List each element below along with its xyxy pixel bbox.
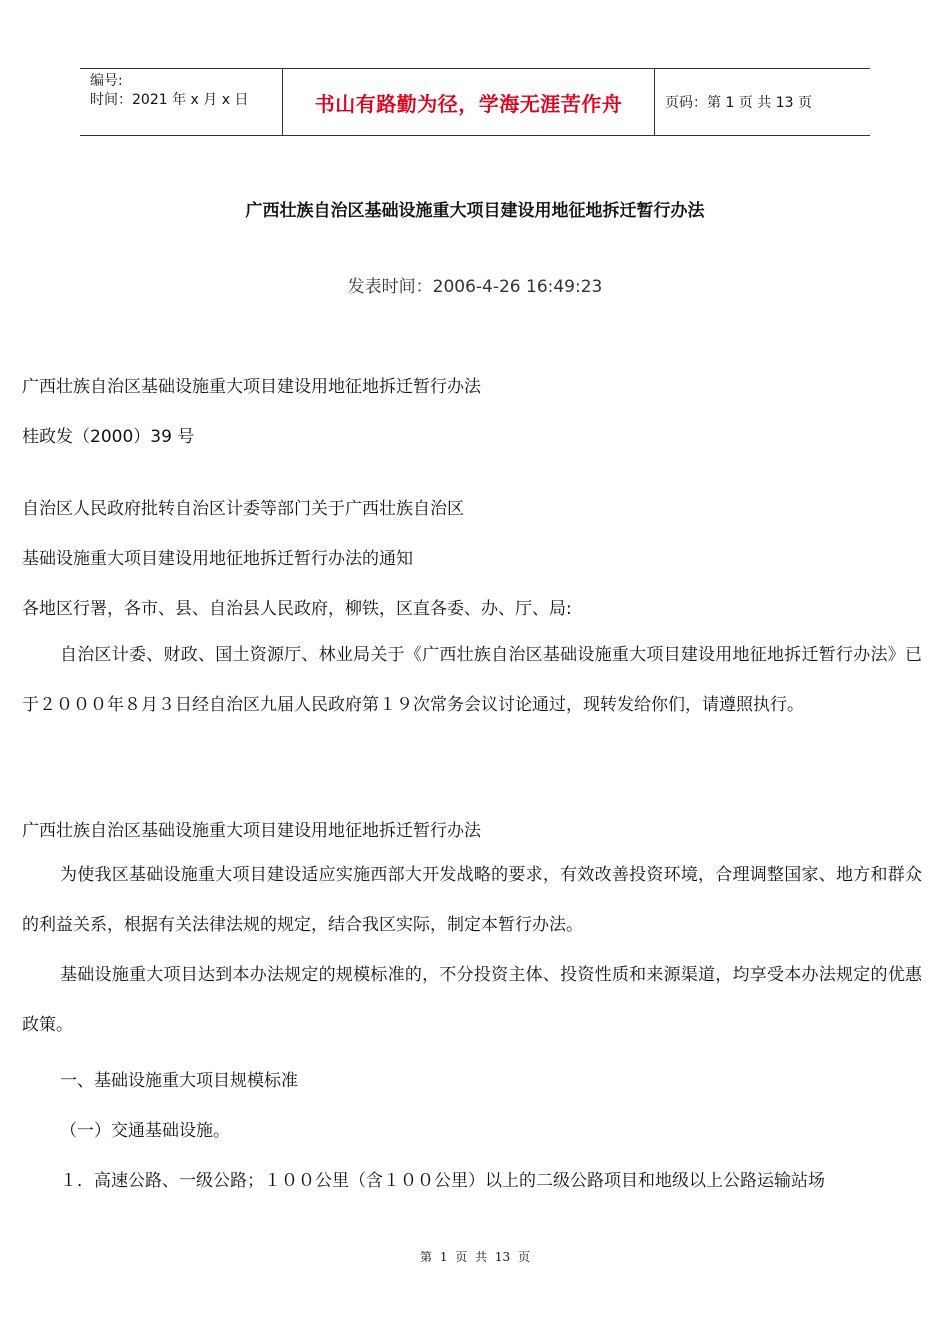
page-header [80,68,870,136]
list-item: １．高速公路、一级公路；１００公里（含１００公里）以上的二级公路项目和地级以上公路运输站场 [60,1171,825,1191]
notice-title-line-1: 自治区人民政府批转自治区计委等部门关于广西壮族自治区 [22,499,464,519]
notice-text: 自治区计委、财政、国土资源厅、林业局关于《广西壮族自治区基础设施重大项目建设用地征地拆迁暂行办法》已于２０００年８月３日经自治区九届人民政府第１９次常务会议讨论通过，现转发给你们，请遵照执行。 [22,645,922,715]
section-heading: 一、基础设施重大项目规模标准 [60,1071,298,1091]
number-label: 编号: [90,73,123,89]
header-left-cell [80,69,282,135]
page-info: 页码：第 1 页 共 13 页 [665,95,812,111]
subsection-heading: （一）交通基础设施。 [60,1121,230,1141]
scope-text: 基础设施重大项目达到本办法规定的规模标准的，不分投资主体、投资性质和来源渠道，均享受本办法规定的优惠政策。 [22,965,922,1035]
publish-time: 发表时间：2006-4-26 16:49:23 [347,277,603,297]
purpose-paragraph [22,850,922,950]
purpose-text: 为使我区基础设施重大项目建设适应实施西部大开发战略的要求，有效改善投资环境，合理调整国家、地方和群众的利益关系，根据有关法律法规的规定，结合我区实际，制定本暂行办法。 [22,865,922,935]
page-footer: 第 1 页 共 13 页 [420,1250,530,1264]
scope-paragraph [22,950,922,1050]
doc-name: 广西壮族自治区基础设施重大项目建设用地征地拆迁暂行办法 [22,377,481,397]
time-label: 时间：2021 年 x 月 x 日 [90,92,249,108]
measures-title: 广西壮族自治区基础设施重大项目建设用地征地拆迁暂行办法 [22,821,481,841]
doc-number: 桂政发（2000）39 号 [22,427,195,447]
document-title: 广西壮族自治区基础设施重大项目建设用地征地拆迁暂行办法 [245,201,705,221]
motto: 书山有路勤为径，学海无涯苦作舟 [282,69,655,135]
notice-paragraph [22,630,922,730]
notice-title-line-2: 基础设施重大项目建设用地征地拆迁暂行办法的通知 [22,549,413,569]
recipients: 各地区行署，各市、县、自治县人民政府，柳铁，区直各委、办、厅、局: [22,599,572,619]
